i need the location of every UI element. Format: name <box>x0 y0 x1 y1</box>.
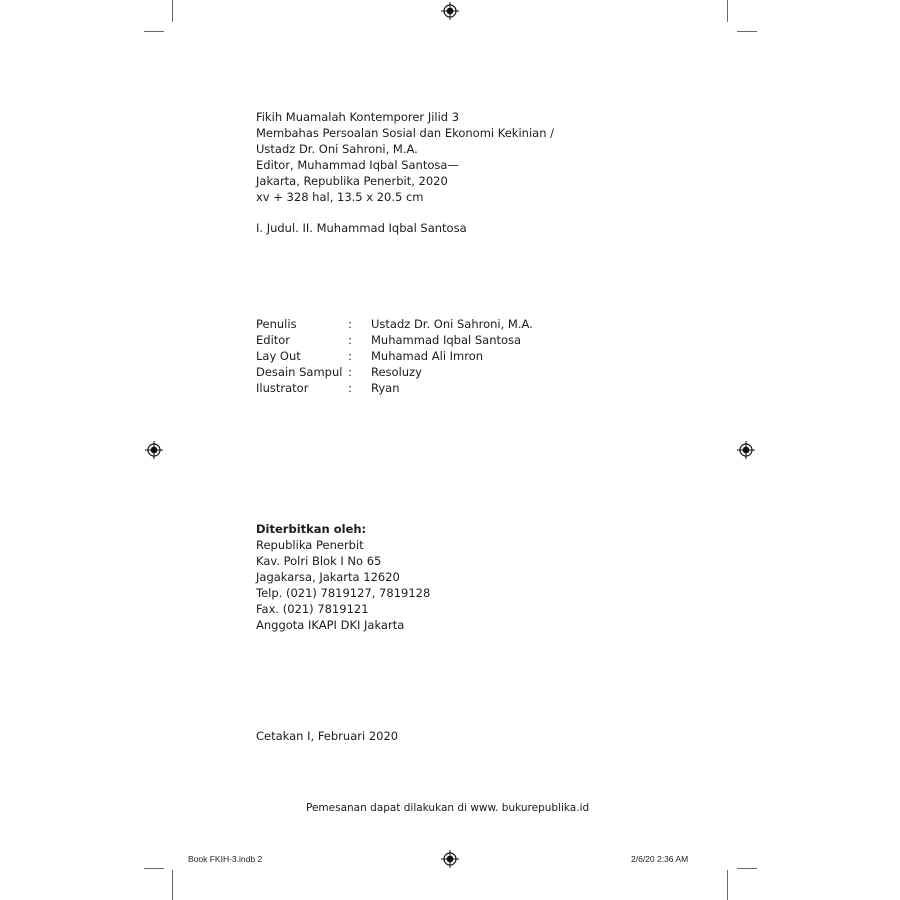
credit-name: Ryan <box>371 381 400 395</box>
credit-separator: : <box>348 317 352 331</box>
publisher-line: Anggota IKAPI DKI Jakarta <box>256 618 405 632</box>
catalog-entry <box>256 109 554 205</box>
crop-mark <box>737 868 757 869</box>
slug-datetime: 2/6/20 2:36 AM <box>631 854 689 864</box>
credit-role: Penulis <box>256 317 297 331</box>
crop-mark <box>144 31 164 32</box>
publisher-line: Kav. Polri Blok I No 65 <box>256 554 382 568</box>
subjects-line: I. Judul. II. Muhammad Iqbal Santosa <box>256 221 467 235</box>
credit-role: Editor <box>256 333 291 347</box>
credit-name: Ustadz Dr. Oni Sahroni, M.A. <box>371 317 533 331</box>
credit-name: Muhamad Ali Imron <box>371 349 484 363</box>
credit-row <box>256 364 533 380</box>
credit-separator: : <box>348 381 352 395</box>
slug-filename: Book FKIH-3.indb 2 <box>188 854 263 864</box>
edition-note <box>256 728 398 744</box>
catalog-line: Membahas Persoalan Sosial dan Ekonomi Kekinian / <box>256 126 555 140</box>
credit-role: Desain Sampul <box>256 365 343 379</box>
crop-mark <box>727 0 728 22</box>
registration-mark-icon <box>441 850 459 868</box>
publisher-line: Fax. (021) 7819121 <box>256 602 369 616</box>
credit-row <box>256 316 533 332</box>
publisher-heading: Diterbitkan oleh: <box>256 522 367 536</box>
crop-mark <box>727 870 728 900</box>
ordering-note: Pemesanan dapat dilakukan di www. bukurepublika.id <box>306 802 590 814</box>
crop-mark <box>172 870 173 900</box>
credit-role: Lay Out <box>256 349 301 363</box>
catalog-line: xv + 328 hal, 13.5 x 20.5 cm <box>256 190 424 204</box>
registration-mark-icon <box>145 441 163 459</box>
registration-mark-icon <box>737 441 755 459</box>
publisher-block <box>256 521 430 633</box>
credit-role: Ilustrator <box>256 381 309 395</box>
publisher-line: Jagakarsa, Jakarta 12620 <box>256 570 400 584</box>
crop-mark <box>144 868 164 869</box>
crop-mark <box>172 0 173 22</box>
credit-separator: : <box>348 365 352 379</box>
credit-separator: : <box>348 349 352 363</box>
publisher-line: Telp. (021) 7819127, 7819128 <box>256 586 431 600</box>
credit-separator: : <box>348 333 352 347</box>
catalog-line: Jakarta, Republika Penerbit, 2020 <box>256 174 448 188</box>
edition-line: Cetakan I, Februari 2020 <box>256 729 399 743</box>
credit-row <box>256 380 533 396</box>
credit-row <box>256 332 533 348</box>
catalog-line: Ustadz Dr. Oni Sahroni, M.A. <box>256 142 418 156</box>
crop-mark <box>737 31 757 32</box>
catalog-line: Editor, Muhammad Iqbal Santosa— <box>256 158 459 172</box>
publisher-line: Republika Penerbit <box>256 538 364 552</box>
credit-name: Resoluzy <box>371 365 422 379</box>
credit-row <box>256 348 533 364</box>
registration-mark-icon <box>441 2 459 20</box>
credit-name: Muhammad Iqbal Santosa <box>371 333 522 347</box>
catalog-line: Fikih Muamalah Kontemporer Jilid 3 <box>256 110 460 124</box>
catalog-subjects <box>256 220 467 236</box>
credits-list <box>256 316 533 396</box>
